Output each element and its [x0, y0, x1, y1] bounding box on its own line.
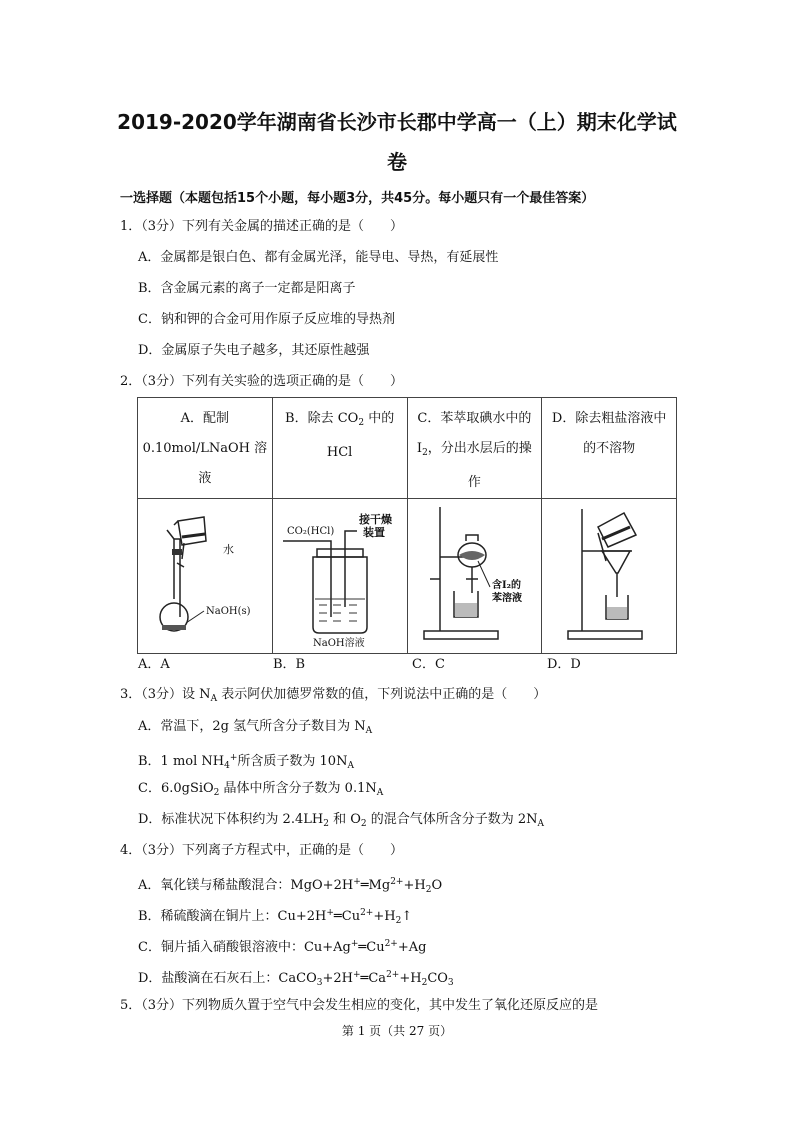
- q2-header-c-line1: C．苯萃取碘水中的: [417, 411, 532, 426]
- q4-option-a: A．氧化镁与稀盐酸混合：$MgO+2H^+═Mg^{2+}+H_2O$: [138, 877, 443, 895]
- q4-option-d: D．盐酸滴在石灰石上：$CaCO_3+2H^+═Ca^{2+}+H_2CO_3$: [138, 970, 454, 988]
- q3-option-c: C．6.0gSiO$_2$ 晶体中所含分子数为 $0.1N_A$: [138, 781, 384, 798]
- q2-header-a-line2: 0.10mol/LNaOH 溶液: [142, 441, 268, 486]
- label-to-dryer-2: 装置: [362, 526, 385, 539]
- q2-header-b: [272, 398, 407, 499]
- q2-figure-d: [542, 499, 677, 654]
- q4-stem: 4．（3分）下列离子方程式中，正确的是（ ）: [120, 843, 404, 858]
- q2-answer-d: D．D: [547, 657, 581, 672]
- q2-header-b-line2: HCl: [326, 445, 353, 460]
- q5-stem: 5．（3分）下列物质久置于空气中会发生相应的变化，其中发生了氧化还原反应的是: [120, 998, 599, 1013]
- q2-answer-c: C．C: [412, 657, 445, 672]
- page-title-line1: 2019-2020学年湖南省长沙市长郡中学高一（上）期末化学试: [117, 110, 677, 134]
- page-title-line2: 卷: [387, 150, 407, 174]
- label-naoh-solution: NaOH溶液: [312, 638, 365, 649]
- q2-header-a-line1: A．配制: [180, 411, 230, 426]
- q3-option-b: B．1 mol $NH_4^+$所含质子数为 $10N_A$: [138, 753, 354, 771]
- label-iodine-benzene-1: 含I₂的: [491, 580, 521, 591]
- q4-option-b: B．稀硫酸滴在铜片上：$Cu+2H^+═Cu^{2+}+H_2↑$: [138, 908, 413, 926]
- q2-header-d-line1: D．除去粗盐溶液中: [551, 411, 667, 426]
- q2-header-c: [407, 398, 542, 499]
- q3-stem: 3．（3分）设 $N_A$ 表示阿伏加德罗常数的值，下列说法中正确的是（ ）: [120, 687, 547, 704]
- q2-figure-b: [272, 499, 407, 654]
- q2-stem: 2．（3分）下列有关实验的选项正确的是（ ）: [120, 374, 404, 389]
- q2-experiment-table: [137, 397, 677, 654]
- volumetric-flask-figure: [138, 499, 272, 649]
- label-naoh-solid: NaOH(s): [206, 606, 251, 617]
- q2-header-c-line3: 作: [467, 475, 481, 490]
- q3-option-d: D．标准状况下体积约为 $2.4LH_2$ 和 $O_2$ 的混合气体所含分子数为 $2N_A$: [138, 812, 545, 829]
- page-footer: 第 1 页（共 27 页）: [341, 1024, 453, 1038]
- label-water: 水: [223, 543, 234, 556]
- q2-header-c-line2: $I_2$，分出水层后的操: [416, 441, 532, 458]
- gas-washing-bottle-figure: [273, 499, 407, 649]
- q4-option-c: C．铜片插入硝酸银溶液中：$Cu+Ag^+═Cu^{2+}+Ag$: [138, 939, 427, 955]
- q2-figure-c: [407, 499, 542, 654]
- q1-option-a: A．金属都是银白色、都有金属光泽，能导电、导热，有延展性: [138, 250, 499, 265]
- q2-header-b-line1: B．除去 $CO_2$ 中的: [285, 411, 395, 428]
- q2-header-a: [138, 398, 273, 499]
- label-co2-hcl: CO₂(HCl): [286, 526, 334, 537]
- q1-stem: 1．（3分）下列有关金属的描述正确的是（ ）: [120, 219, 404, 234]
- q1-option-d: D．金属原子失电子越多，其还原性越强: [138, 343, 370, 358]
- q2-figure-a: [138, 499, 273, 654]
- section-heading: 一选择题（本题包括15个小题，每小题3分，共45分。每小题只有一个最佳答案）: [120, 191, 595, 206]
- q2-answer-a: A．A: [138, 657, 170, 672]
- q2-header-d: [542, 398, 677, 499]
- q2-header-d-line2: 的不溶物: [583, 441, 636, 456]
- q1-option-c: C．钠和钾的合金可用作原子反应堆的导热剂: [138, 312, 395, 327]
- filtration-setup-figure: [542, 499, 676, 649]
- q1-option-b: B．含金属元素的离子一定都是阳离子: [138, 281, 356, 296]
- q3-option-a: A．常温下，2g 氢气所含分子数目为 $N_A$: [138, 719, 373, 736]
- q2-answer-b: B．B: [273, 657, 306, 672]
- separatory-funnel-figure: [408, 499, 542, 649]
- label-iodine-benzene-2: 苯溶液: [491, 593, 522, 604]
- label-to-dryer-1: 接干燥: [358, 513, 392, 526]
